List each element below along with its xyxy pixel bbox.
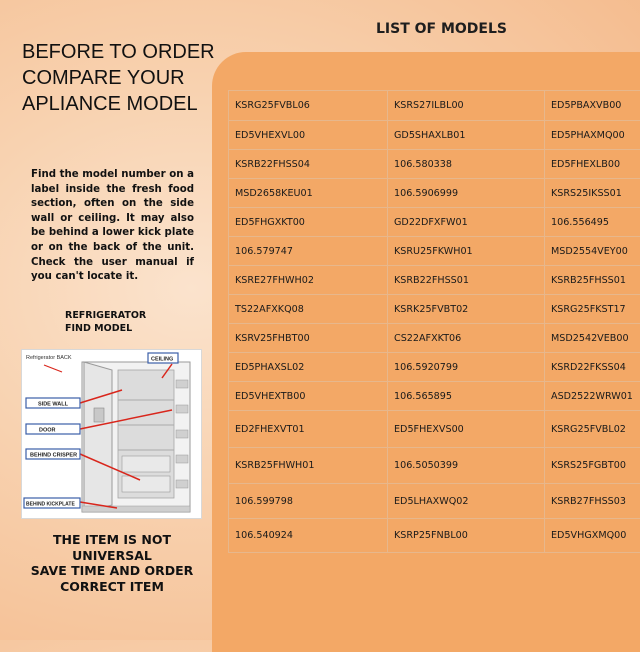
footer-warning: [22, 532, 202, 594]
model-cell: ED5VHGXMQ00: [545, 519, 640, 553]
model-cell: ED5PHAXMQ00: [545, 121, 640, 150]
headline-line: BEFORE TO ORDER: [22, 39, 222, 65]
model-cell: KSRS27ILBL00: [388, 91, 545, 121]
model-cell: KSRE27FHWH02: [229, 266, 388, 295]
model-row: [229, 324, 640, 353]
model-row: [229, 353, 640, 382]
model-cell: KSRP25FNBL00: [388, 519, 545, 553]
model-cell: 106.5906999: [388, 179, 545, 208]
model-cell: TS22AFXKQ08: [229, 295, 388, 324]
model-cell: KSRV25FHBT00: [229, 324, 388, 353]
side-wall-label: SIDE WALL: [38, 402, 69, 408]
door-bin: [176, 405, 188, 413]
model-cell: 106.556495: [545, 208, 640, 237]
model-row: [229, 91, 640, 121]
freezer-door: [84, 362, 112, 512]
model-cell: ED5VHEXVL00: [229, 121, 388, 150]
model-row: [229, 266, 640, 295]
model-cell: KSRK25FVBT02: [388, 295, 545, 324]
refrigerator-back-label: Refrigerator BACK: [26, 355, 72, 361]
footer-line: THE ITEM IS NOT: [22, 532, 202, 548]
back-arrow: [44, 365, 62, 372]
model-cell: ASD2522WRW01: [545, 382, 640, 411]
model-cell: ED5PHAXSL02: [229, 353, 388, 382]
diagram-title-line: FIND MODEL: [65, 322, 146, 335]
model-row: [229, 519, 640, 553]
model-cell: ED5VHEXTB00: [229, 382, 388, 411]
headline-line: APLIANCE MODEL: [22, 91, 222, 117]
door-bin: [176, 480, 188, 488]
model-cell: GD22DFXFW01: [388, 208, 545, 237]
model-cell: 106.579747: [229, 237, 388, 266]
model-cell: ED5PBAXVB00: [545, 91, 640, 121]
model-row: [229, 484, 640, 519]
footer-line: CORRECT ITEM: [22, 579, 202, 595]
model-cell: KSRS25FGBT00: [545, 448, 640, 484]
model-row: [229, 179, 640, 208]
model-cell: MSD2658KEU01: [229, 179, 388, 208]
model-cell: ED5FHEXLB00: [545, 150, 640, 179]
model-cell: KSRB25FHWH01: [229, 448, 388, 484]
model-cell: KSRG25FVBL02: [545, 411, 640, 448]
model-row: [229, 295, 640, 324]
model-cell: KSRU25FKWH01: [388, 237, 545, 266]
model-row: [229, 150, 640, 179]
model-row: [229, 382, 640, 411]
door-bin: [176, 380, 188, 388]
ice-dispenser: [94, 408, 104, 422]
kickplate-label: BEHIND KICKPLATE: [26, 502, 75, 508]
crisper-label: BEHIND CRISPER: [30, 453, 77, 459]
instructions-text: Find the model number on a label inside the fresh food section, often on the side wall or ceiling. It may also be behind a lower kick plate or on the back of the unit. Check the user manual if you can't locate it.: [31, 168, 194, 285]
model-cell: ED5FHGXKT00: [229, 208, 388, 237]
diagram-title: [65, 309, 146, 335]
model-row: [229, 237, 640, 266]
model-cell: ED2FHEXVT01: [229, 411, 388, 448]
ceiling-label: CEILING: [151, 357, 173, 363]
footer-line: UNIVERSAL: [22, 548, 202, 564]
model-row: [229, 411, 640, 448]
diagram-title-line: REFRIGERATOR: [65, 309, 146, 322]
model-cell: KSRB27FHSS03: [545, 484, 640, 519]
refrigerator-illustration: [22, 350, 201, 518]
model-cell: KSRG25FKST17: [545, 295, 640, 324]
door-bin: [176, 430, 188, 438]
models-table-body: [229, 91, 640, 553]
model-cell: MSD2554VEY00: [545, 237, 640, 266]
refrigerator-diagram: [21, 349, 202, 519]
door-label: DOOR: [39, 428, 56, 434]
model-cell: 106.599798: [229, 484, 388, 519]
model-cell: 106.580338: [388, 150, 545, 179]
door-bin: [176, 455, 188, 463]
crisper-drawer: [122, 456, 170, 472]
kick-plate: [82, 506, 190, 512]
model-cell: KSRB25FHSS01: [545, 266, 640, 295]
model-cell: KSRB22FHSS01: [388, 266, 545, 295]
models-table: [228, 90, 640, 553]
list-title: LIST OF MODELS: [376, 21, 507, 37]
model-row: [229, 121, 640, 150]
model-cell: ED5LHAXWQ02: [388, 484, 545, 519]
model-cell: ED5FHEXVS00: [388, 411, 545, 448]
model-cell: KSRG25FVBL06: [229, 91, 388, 121]
headline: [22, 39, 222, 117]
model-cell: 106.5920799: [388, 353, 545, 382]
model-cell: CS22AFXKT06: [388, 324, 545, 353]
footer-line: SAVE TIME AND ORDER: [22, 563, 202, 579]
crisper-drawer: [122, 476, 170, 492]
headline-line: COMPARE YOUR: [22, 65, 222, 91]
model-cell: KSRB22FHSS04: [229, 150, 388, 179]
model-row: [229, 208, 640, 237]
model-cell: 106.540924: [229, 519, 388, 553]
model-cell: KSRD22FKSS04: [545, 353, 640, 382]
model-cell: 106.5050399: [388, 448, 545, 484]
model-cell: KSRS25IKSS01: [545, 179, 640, 208]
model-cell: 106.565895: [388, 382, 545, 411]
model-cell: GD5SHAXLB01: [388, 121, 545, 150]
model-cell: MSD2542VEB00: [545, 324, 640, 353]
model-row: [229, 448, 640, 484]
